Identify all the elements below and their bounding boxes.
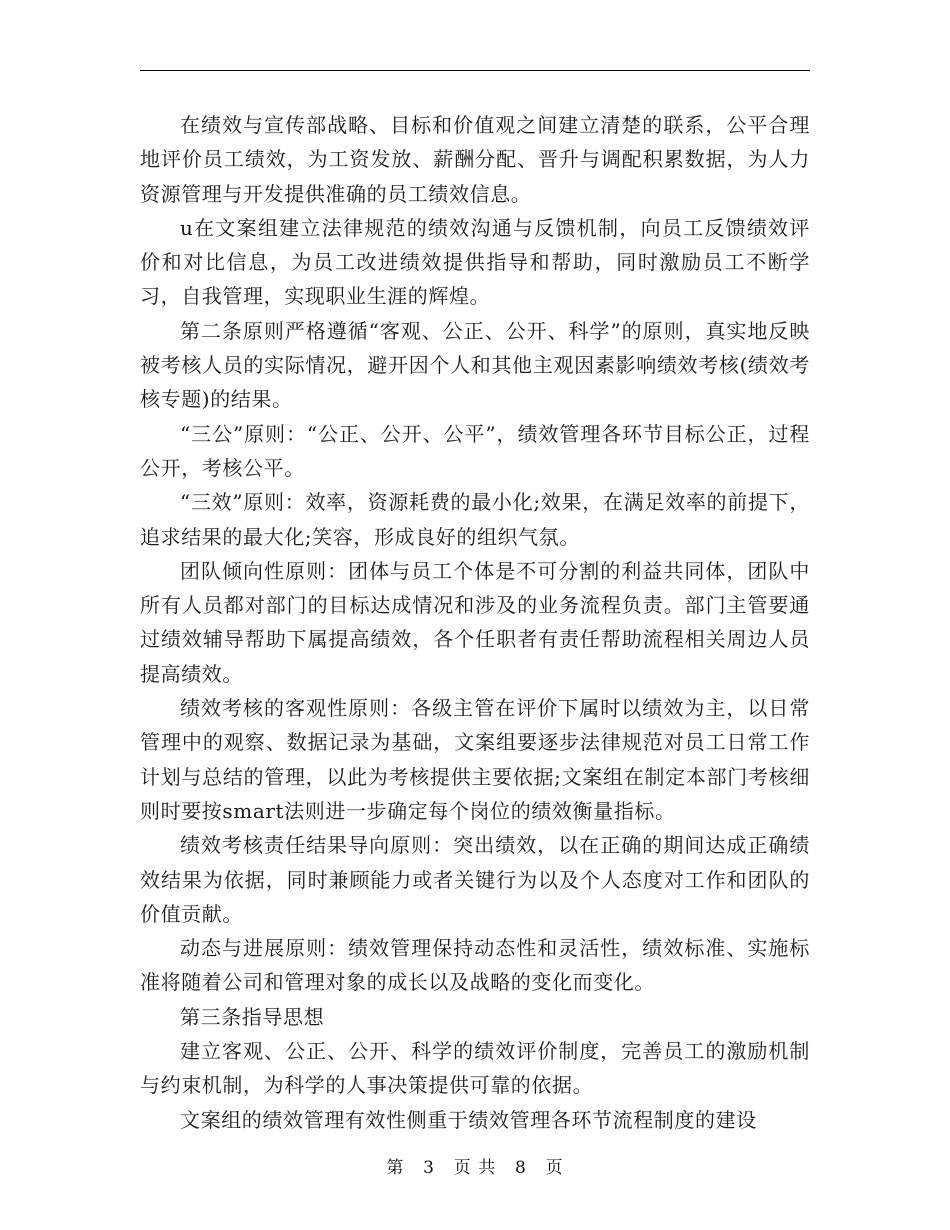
paragraph: 建立客观、公正、公开、科学的绩效评价制度，完善员工的激励机制与约束机制，为科学的人事决策提供可靠的依据。 bbox=[140, 1039, 810, 1098]
footer-middle: 页 共 bbox=[453, 1158, 497, 1178]
document-body bbox=[140, 108, 810, 1137]
paragraph: u在文案组建立法律规范的绩效沟通与反馈机制，向员工反馈绩效评价和对比信息，为员工改进绩效提供指导和帮助，同时激励员工不断学习，自我管理，实现职业生涯的辉煌。 bbox=[140, 215, 810, 309]
paragraph: “三效”原则：效率，资源耗费的最小化;效果，在满足效率的前提下，追求结果的最大化;笑容，形成良好的组织气氛。 bbox=[140, 490, 810, 549]
page-footer bbox=[0, 1153, 950, 1178]
paragraph: 团队倾向性原则：团体与员工个体是不可分割的利益共同体，团队中所有人员都对部门的目标达成情况和涉及的业务流程负责。部门主管要通过绩效辅导帮助下属提高绩效，各个任职者有责任帮助流程相关周边人员提高绩效。 bbox=[140, 558, 810, 686]
paragraph: 绩效考核责任结果导向原则：突出绩效，以在正确的期间达成正确绩效结果为依据，同时兼顾能力或者关键行为以及个人态度对工作和团队的价值贡献。 bbox=[140, 833, 810, 926]
paragraph: “三公”原则：“公正、公开、公平”，绩效管理各环节目标公正，过程公开，考核公平。 bbox=[140, 421, 810, 480]
footer-prefix: 第 bbox=[386, 1158, 405, 1178]
header-rule bbox=[140, 70, 810, 71]
section-heading: 第三条指导思想 bbox=[180, 1004, 325, 1029]
page-number: 3 bbox=[423, 1158, 435, 1178]
total-pages: 8 bbox=[515, 1158, 527, 1178]
footer-suffix: 页 bbox=[545, 1158, 564, 1178]
paragraph: 在绩效与宣传部战略、目标和价值观之间建立清楚的联系，公平合理地评价员工绩效，为工资发放、薪酬分配、晋升与调配积累数据，为人力资源管理与开发提供准确的员工绩效信息。 bbox=[140, 113, 810, 206]
paragraph: 第二条原则严格遵循“客观、公正、公开、科学”的原则，真实地反映被考核人员的实际情况，避开因个人和其他主观因素影响绩效考核(绩效考核专题)的结果。 bbox=[140, 318, 810, 412]
paragraph: 文案组的绩效管理有效性侧重于绩效管理各环节流程制度的建设 bbox=[180, 1107, 757, 1132]
paragraph: 动态与进展原则：绩效管理保持动态性和灵活性，绩效标准、实施标准将随着公司和管理对象的成长以及战略的变化而变化。 bbox=[140, 936, 810, 995]
paragraph: 绩效考核的客观性原则：各级主管在评价下属时以绩效为主，以日常管理中的观察、数据记录为基础，文案组要逐步法律规范对员工日常工作计划与总结的管理，以此为考核提供主要依据;文案组在制定本部门考核细则时要按smart法则进一步确定每个岗位的绩效衡量指标。 bbox=[140, 696, 810, 823]
